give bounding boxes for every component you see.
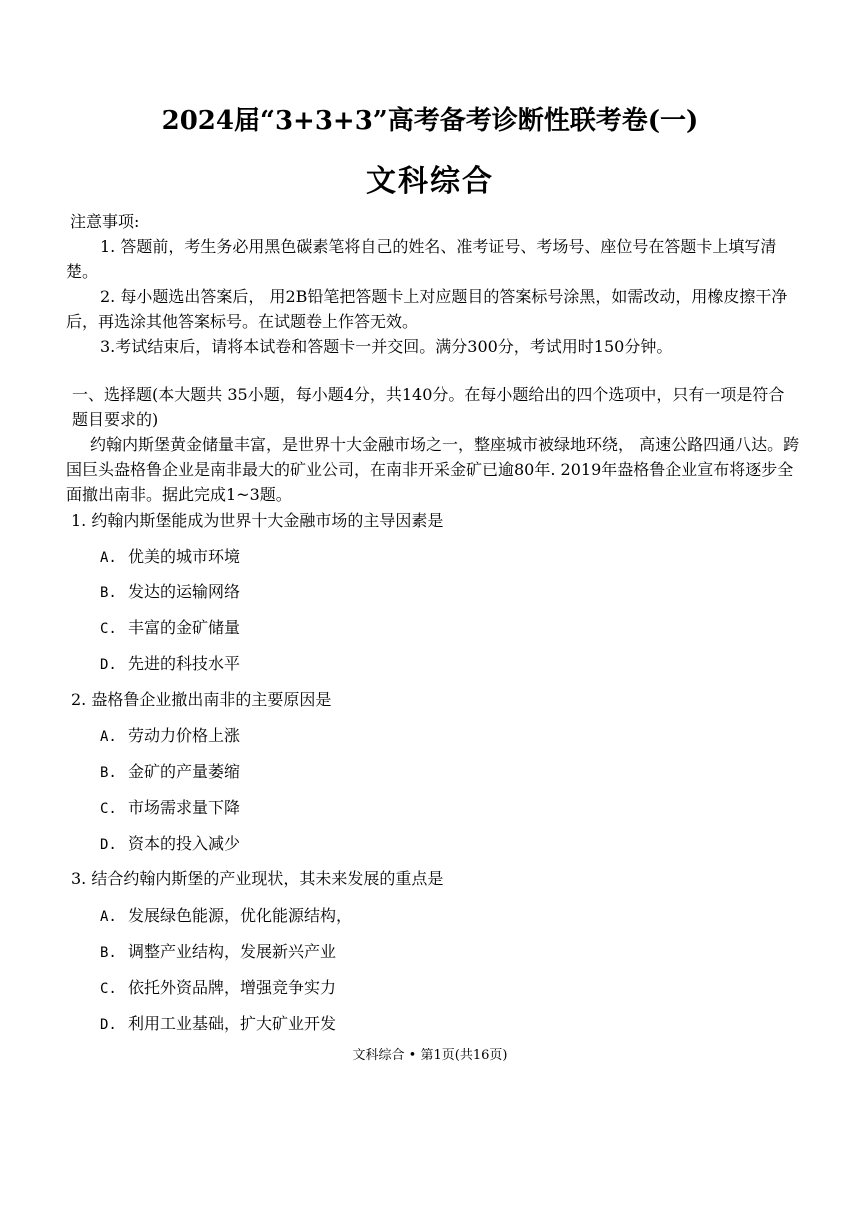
notice-item: 2. 每小题选出答案后， 用2B铅笔把答题卡上对应题目的答案标号涂黑，如需改动，用橡皮擦干净后，再选涂其他答案标号。在试题卷上作答无效。 bbox=[66, 287, 788, 331]
question-2-stem: 2. 盎格鲁企业撤出南非的主要原因是 bbox=[71, 690, 332, 709]
option-letter: C. bbox=[100, 621, 117, 637]
notice-heading: 注意事项: bbox=[70, 212, 140, 231]
notice-list bbox=[66, 234, 801, 359]
option-letter: C. bbox=[100, 981, 117, 997]
option-text: 劳动力价格上涨 bbox=[128, 726, 241, 745]
option-text: 先进的科技水平 bbox=[128, 654, 241, 673]
option-letter: B. bbox=[100, 765, 117, 781]
question-2-option-d bbox=[100, 831, 240, 854]
option-letter: B. bbox=[100, 585, 117, 601]
notice-item: 1. 答题前，考生务必用黑色碳素笔将自己的姓名、准考证号、考场号、座位号在答题卡上填写清楚。 bbox=[66, 237, 777, 281]
question-1-stem: 1. 约翰内斯堡能成为世界十大金融市场的主导因素是 bbox=[71, 511, 444, 530]
option-text: 市场需求量下降 bbox=[128, 798, 241, 817]
option-letter: B. bbox=[100, 945, 117, 961]
option-text: 发达的运输网络 bbox=[128, 582, 241, 601]
option-letter: A. bbox=[100, 729, 117, 745]
question-2-option-a bbox=[100, 723, 240, 746]
question-3-stem: 3. 结合约翰内斯堡的产业现状，其未来发展的重点是 bbox=[71, 869, 444, 888]
question-1-option-c bbox=[100, 615, 240, 638]
option-letter: D. bbox=[100, 1017, 117, 1033]
option-letter: D. bbox=[100, 837, 117, 853]
exam-title: 2024届“3+3+3”高考备考诊断性联考卷(一) bbox=[161, 106, 699, 136]
question-3-option-b bbox=[100, 939, 336, 962]
question-1-option-b bbox=[100, 579, 240, 602]
option-text: 利用工业基础，扩大矿业开发 bbox=[128, 1014, 337, 1033]
option-letter: C. bbox=[100, 801, 117, 817]
page-footer: 文科综合 • 第1页(共16页) bbox=[352, 1048, 508, 1063]
question-3-option-d bbox=[100, 1011, 336, 1034]
option-text: 优美的城市环境 bbox=[128, 547, 241, 566]
passage-text: 约翰内斯堡黄金储量丰富，是世界十大金融市场之一，整座城市被绿地环绕， 高速公路四通八达。跨国巨头盎格鲁企业是南非最大的矿业公司，在南非开采金矿已逾80年. 2019年盎格鲁企业宣布将逐步全面撤出南非。据此完成1~3题。 bbox=[66, 435, 800, 504]
option-text: 丰富的金矿储量 bbox=[128, 618, 241, 637]
question-3-option-c bbox=[100, 975, 336, 998]
option-text: 金矿的产量萎缩 bbox=[128, 762, 241, 781]
question-3-option-a bbox=[100, 903, 352, 926]
option-text: 调整产业结构，发展新兴产业 bbox=[128, 942, 337, 961]
option-text: 依托外资品牌，增强竞争实力 bbox=[128, 978, 337, 997]
section-heading: 一、选择题(本大题共 35小题，每小题4分，共140分。在每小题给出的四个选项中，只有一项是符合题目要求的) bbox=[72, 385, 785, 429]
question-2-option-b bbox=[100, 759, 240, 782]
question-2-option-c bbox=[100, 795, 240, 818]
subject-title: 文科综合 bbox=[366, 164, 494, 199]
question-1-option-a bbox=[100, 544, 240, 567]
question-1-option-d bbox=[100, 651, 240, 674]
option-letter: D. bbox=[100, 657, 117, 673]
notice-item: 3.考试结束后，请将本试卷和答题卡一并交回。满分300分，考试用时150分钟。 bbox=[100, 337, 673, 356]
reading-passage bbox=[66, 432, 801, 507]
option-text: 资本的投入减少 bbox=[128, 834, 241, 853]
option-letter: A. bbox=[100, 550, 117, 566]
option-letter: A. bbox=[100, 909, 117, 925]
option-text: 发展绿色能源，优化能源结构， bbox=[128, 906, 353, 925]
